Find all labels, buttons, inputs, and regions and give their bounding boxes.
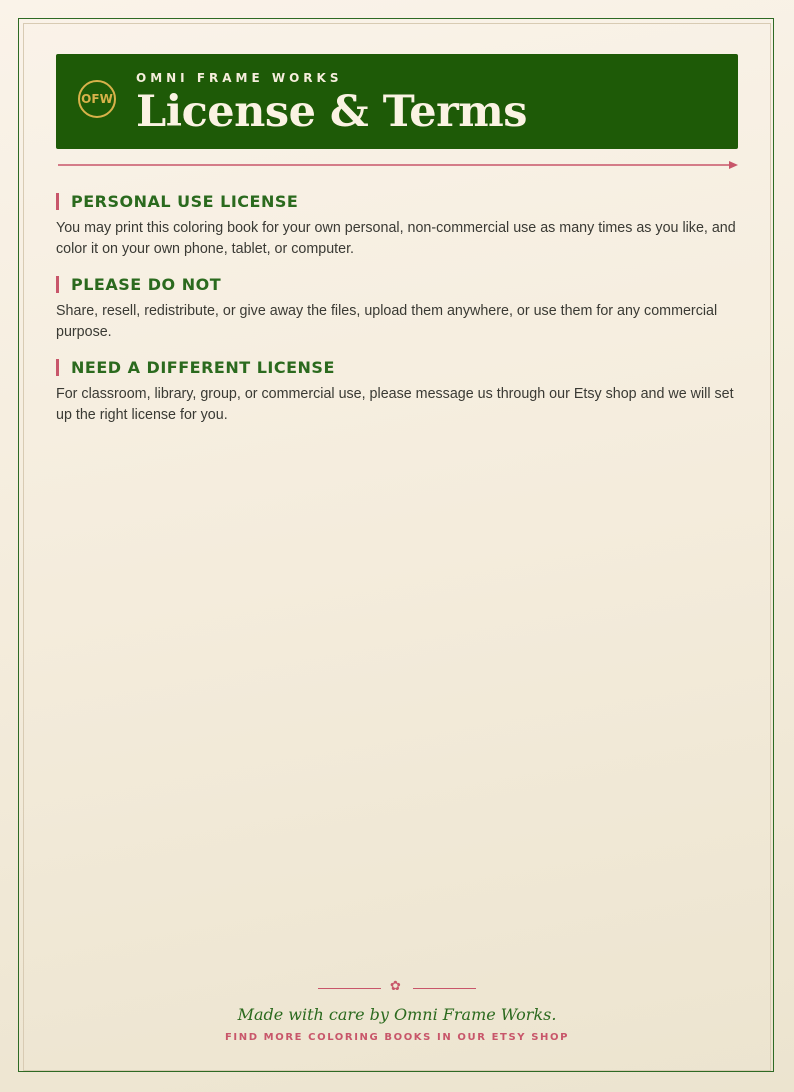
page-border-inner (23, 23, 771, 1071)
footer-tagline: Made with care by Omni Frame Works. (237, 1005, 557, 1024)
flower-icon: ✿ (390, 979, 401, 994)
section-body: Share, resell, redistribute, or give away the files, upload them anywhere, or use them for any commercial purpose. (56, 303, 718, 340)
section-different-license (56, 359, 746, 426)
section-heading: PERSONAL USE LICENSE (56, 193, 746, 210)
divider-arrow (56, 158, 740, 172)
page-title: License & Terms (136, 87, 527, 137)
footer-rule-right (413, 988, 476, 989)
logo-text: OFW (81, 92, 113, 106)
footer-ornament (318, 981, 476, 995)
logo-badge (78, 80, 116, 118)
section-heading: NEED A DIFFERENT LICENSE (56, 359, 746, 376)
header-banner (56, 54, 738, 149)
section-heading: PLEASE DO NOT (56, 276, 746, 293)
footer-rule-left (318, 988, 381, 989)
section-please-do-not (56, 276, 746, 343)
section-personal-use (56, 193, 746, 260)
footer-etsy-link[interactable]: FIND MORE COLORING BOOKS IN OUR ETSY SHOP (224, 1032, 569, 1043)
section-body: For classroom, library, group, or commercial use, please message us through our Etsy shop and we will set up the right license for you. (56, 386, 734, 423)
brand-name: OMNI FRAME WORKS (136, 71, 343, 85)
section-body: You may print this coloring book for your own personal, non-commercial use as many times as you like, and color it on your own phone, tablet, or computer. (56, 220, 736, 257)
